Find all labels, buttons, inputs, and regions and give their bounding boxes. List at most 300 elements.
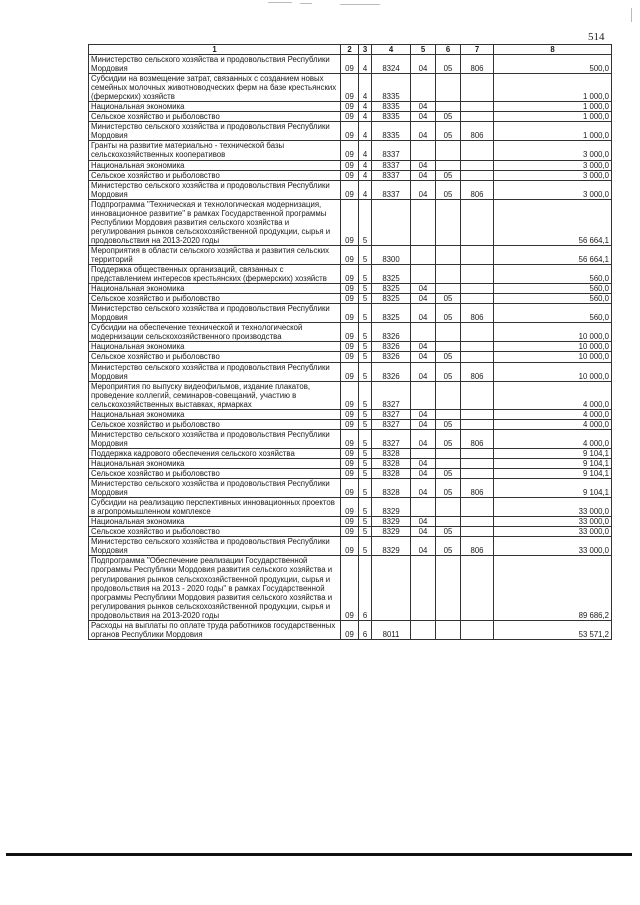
row-amount: 560,0 <box>494 265 612 284</box>
row-description: Сельское хозяйство и рыболовство <box>89 469 341 479</box>
row-code-c5 <box>411 620 436 639</box>
row-code-c4: 8335 <box>372 102 411 112</box>
row-code-c2: 09 <box>341 55 359 74</box>
row-code-c6 <box>436 498 461 517</box>
row-code-c5: 04 <box>411 419 436 429</box>
table-header-row <box>89 45 612 55</box>
table-row <box>89 55 612 74</box>
row-code-c4: 8329 <box>372 527 411 537</box>
row-description: Субсидии на обеспечение технической и технологической модернизации сельскохозяйственного производства <box>89 323 341 342</box>
row-code-c3: 5 <box>359 352 372 362</box>
row-code-c4: 8327 <box>372 419 411 429</box>
row-code-c3: 5 <box>359 409 372 419</box>
row-code-c7: 806 <box>461 55 494 74</box>
row-code-c3: 5 <box>359 362 372 381</box>
row-description: Национальная экономика <box>89 409 341 419</box>
row-code-c2: 09 <box>341 620 359 639</box>
row-code-c2: 09 <box>341 265 359 284</box>
row-code-c2: 09 <box>341 323 359 342</box>
row-code-c6 <box>436 265 461 284</box>
row-code-c7: 806 <box>461 537 494 556</box>
row-code-c2: 09 <box>341 381 359 409</box>
row-code-c7: 806 <box>461 429 494 448</box>
row-code-c5: 04 <box>411 294 436 304</box>
row-code-c2: 09 <box>341 284 359 294</box>
row-description: Гранты на развитие материально - технической базы сельскохозяйственных кооперативов <box>89 141 341 160</box>
table-row <box>89 429 612 448</box>
row-code-c3: 5 <box>359 304 372 323</box>
row-amount: 500,0 <box>494 55 612 74</box>
row-amount: 560,0 <box>494 304 612 323</box>
row-code-c6: 05 <box>436 294 461 304</box>
row-code-c4 <box>372 556 411 620</box>
column-header: 5 <box>411 45 436 55</box>
row-code-c4: 8327 <box>372 381 411 409</box>
row-code-c7: 806 <box>461 180 494 199</box>
row-code-c7 <box>461 381 494 409</box>
row-code-c6: 05 <box>436 112 461 122</box>
row-code-c6: 05 <box>436 122 461 141</box>
row-description: Национальная экономика <box>89 458 341 468</box>
row-amount: 56 664,1 <box>494 199 612 245</box>
row-code-c7 <box>461 352 494 362</box>
table-row <box>89 409 612 419</box>
row-code-c6: 05 <box>436 362 461 381</box>
row-code-c3: 5 <box>359 342 372 352</box>
table-row <box>89 180 612 199</box>
row-code-c7 <box>461 527 494 537</box>
row-description: Министерство сельского хозяйства и продовольствия Республики Мордовия <box>89 180 341 199</box>
row-code-c5 <box>411 245 436 264</box>
row-description: Сельское хозяйство и рыболовство <box>89 352 341 362</box>
row-code-c6: 05 <box>436 352 461 362</box>
table-row <box>89 102 612 112</box>
row-description: Субсидии на реализацию перспективных инновационных проектов в агропромышленном комплексе <box>89 498 341 517</box>
row-code-c3: 5 <box>359 517 372 527</box>
row-code-c7 <box>461 469 494 479</box>
row-code-c7: 806 <box>461 479 494 498</box>
row-code-c4: 8329 <box>372 537 411 556</box>
row-code-c5 <box>411 323 436 342</box>
row-code-c2: 09 <box>341 160 359 170</box>
row-code-c5: 04 <box>411 102 436 112</box>
row-code-c2: 09 <box>341 102 359 112</box>
row-code-c6: 05 <box>436 180 461 199</box>
row-amount: 9 104,1 <box>494 448 612 458</box>
column-header: 6 <box>436 45 461 55</box>
row-code-c2: 09 <box>341 556 359 620</box>
row-code-c5 <box>411 448 436 458</box>
row-code-c7 <box>461 517 494 527</box>
row-code-c7 <box>461 102 494 112</box>
row-code-c3: 5 <box>359 419 372 429</box>
row-amount: 1 000,0 <box>494 102 612 112</box>
row-code-c5: 04 <box>411 362 436 381</box>
row-code-c6: 05 <box>436 479 461 498</box>
row-code-c5 <box>411 556 436 620</box>
row-code-c7 <box>461 141 494 160</box>
row-description: Министерство сельского хозяйства и продовольствия Республики Мордовия <box>89 429 341 448</box>
row-code-c4: 8335 <box>372 74 411 102</box>
row-code-c3: 4 <box>359 112 372 122</box>
row-code-c7 <box>461 620 494 639</box>
row-amount: 4 000,0 <box>494 419 612 429</box>
row-code-c3: 5 <box>359 429 372 448</box>
row-amount: 9 104,1 <box>494 479 612 498</box>
row-code-c5: 04 <box>411 469 436 479</box>
row-code-c3: 5 <box>359 284 372 294</box>
table-row <box>89 122 612 141</box>
row-code-c4: 8327 <box>372 429 411 448</box>
row-code-c2: 09 <box>341 304 359 323</box>
row-code-c7 <box>461 458 494 468</box>
row-code-c5: 04 <box>411 342 436 352</box>
row-code-c6 <box>436 199 461 245</box>
row-code-c4: 8324 <box>372 55 411 74</box>
row-code-c6: 05 <box>436 537 461 556</box>
row-description: Министерство сельского хозяйства и продовольствия Республики Мордовия <box>89 479 341 498</box>
row-code-c5: 04 <box>411 429 436 448</box>
row-code-c2: 09 <box>341 527 359 537</box>
row-code-c4 <box>372 199 411 245</box>
row-code-c3: 4 <box>359 160 372 170</box>
row-amount: 4 000,0 <box>494 381 612 409</box>
row-code-c7 <box>461 284 494 294</box>
row-amount: 33 000,0 <box>494 527 612 537</box>
row-code-c4: 8337 <box>372 180 411 199</box>
table-row <box>89 527 612 537</box>
table-row <box>89 141 612 160</box>
row-code-c6 <box>436 74 461 102</box>
row-code-c4: 8326 <box>372 323 411 342</box>
row-code-c7 <box>461 294 494 304</box>
row-code-c7 <box>461 342 494 352</box>
row-code-c6 <box>436 323 461 342</box>
table-row <box>89 342 612 352</box>
row-code-c3: 5 <box>359 245 372 264</box>
row-code-c2: 09 <box>341 141 359 160</box>
row-amount: 9 104,1 <box>494 458 612 468</box>
table-row <box>89 517 612 527</box>
row-code-c4: 8337 <box>372 141 411 160</box>
row-code-c3: 5 <box>359 537 372 556</box>
row-code-c4: 8325 <box>372 304 411 323</box>
row-code-c6 <box>436 620 461 639</box>
row-code-c4: 8328 <box>372 448 411 458</box>
row-code-c6: 05 <box>436 304 461 323</box>
row-code-c7: 806 <box>461 362 494 381</box>
table-row <box>89 556 612 620</box>
row-description: Сельское хозяйство и рыболовство <box>89 170 341 180</box>
row-amount: 10 000,0 <box>494 323 612 342</box>
row-description: Министерство сельского хозяйства и продовольствия Республики Мордовия <box>89 55 341 74</box>
row-code-c4: 8329 <box>372 517 411 527</box>
row-code-c2: 09 <box>341 245 359 264</box>
row-code-c3: 5 <box>359 458 372 468</box>
row-code-c7 <box>461 245 494 264</box>
row-description: Сельское хозяйство и рыболовство <box>89 527 341 537</box>
row-amount: 1 000,0 <box>494 112 612 122</box>
row-code-c4: 8327 <box>372 409 411 419</box>
row-code-c6 <box>436 458 461 468</box>
row-code-c4: 8328 <box>372 479 411 498</box>
row-code-c7 <box>461 265 494 284</box>
row-amount: 89 686,2 <box>494 556 612 620</box>
row-description: Национальная экономика <box>89 342 341 352</box>
row-code-c2: 09 <box>341 112 359 122</box>
bottom-rule <box>6 853 632 856</box>
table-row <box>89 479 612 498</box>
row-code-c4: 8328 <box>372 469 411 479</box>
row-description: Министерство сельского хозяйства и продовольствия Республики Мордовия <box>89 537 341 556</box>
row-code-c3: 5 <box>359 265 372 284</box>
row-code-c3: 5 <box>359 479 372 498</box>
budget-table <box>88 44 612 640</box>
row-code-c5: 04 <box>411 352 436 362</box>
row-amount: 1 000,0 <box>494 122 612 141</box>
row-code-c2: 09 <box>341 170 359 180</box>
column-header: 8 <box>494 45 612 55</box>
row-code-c4: 8011 <box>372 620 411 639</box>
row-description: Мероприятия по выпуску видеофильмов, издание плакатов, проведение коллегий, семинаров-совещаний, участию в сельскохозяйственных выставках, ярмарках <box>89 381 341 409</box>
row-description: Министерство сельского хозяйства и продовольствия Республики Мордовия <box>89 304 341 323</box>
row-code-c2: 09 <box>341 122 359 141</box>
row-code-c3: 5 <box>359 498 372 517</box>
table-row <box>89 469 612 479</box>
row-code-c5 <box>411 381 436 409</box>
row-amount: 9 104,1 <box>494 469 612 479</box>
row-description: Сельское хозяйство и рыболовство <box>89 294 341 304</box>
row-code-c4: 8335 <box>372 112 411 122</box>
table-row <box>89 170 612 180</box>
row-amount: 560,0 <box>494 284 612 294</box>
table-row <box>89 620 612 639</box>
row-code-c3: 4 <box>359 141 372 160</box>
row-code-c4: 8325 <box>372 294 411 304</box>
row-code-c6 <box>436 556 461 620</box>
table-row <box>89 304 612 323</box>
scan-mark-edge <box>631 8 632 22</box>
row-code-c6: 05 <box>436 170 461 180</box>
row-description: Министерство сельского хозяйства и продовольствия Республики Мордовия <box>89 122 341 141</box>
row-code-c3: 4 <box>359 102 372 112</box>
row-code-c5: 04 <box>411 122 436 141</box>
table-row <box>89 498 612 517</box>
table-row <box>89 352 612 362</box>
row-code-c5: 04 <box>411 284 436 294</box>
row-code-c4: 8335 <box>372 122 411 141</box>
row-code-c7 <box>461 419 494 429</box>
row-code-c6 <box>436 381 461 409</box>
row-code-c4: 8329 <box>372 498 411 517</box>
row-amount: 3 000,0 <box>494 160 612 170</box>
row-description: Мероприятия в области сельского хозяйства и развития сельских территорий <box>89 245 341 264</box>
row-description: Национальная экономика <box>89 517 341 527</box>
row-code-c5: 04 <box>411 180 436 199</box>
table-row <box>89 458 612 468</box>
row-code-c2: 09 <box>341 362 359 381</box>
row-code-c2: 09 <box>341 479 359 498</box>
row-code-c4: 8325 <box>372 284 411 294</box>
row-code-c3: 4 <box>359 122 372 141</box>
row-description: Субсидии на возмещение затрат, связанных с созданием новых семейных молочных животноводческих ферм на базе крестьянских (фермерских) хозяйств <box>89 74 341 102</box>
row-description: Подпрограмма "Обеспечение реализации Государственной программы Республики Мордовия развития сельского хозяйства и регулирования рынков сельскохозяйственной продукции, сырья и продовольствия на 2013 - 2020 годы" в рамках Государственной программы Республики Мордовия развития сельского хозяйства и регулирования рынков сельскохозяйственной продукции, сырья и продовольствия на 2013-2020 годы <box>89 556 341 620</box>
row-amount: 3 000,0 <box>494 141 612 160</box>
row-code-c2: 09 <box>341 448 359 458</box>
row-code-c7 <box>461 199 494 245</box>
row-code-c7 <box>461 112 494 122</box>
row-description: Подпрограмма "Техническая и технологическая модернизация, инновационное развитие" в рамках Государственной программы Республики Мордовия развития сельского хозяйства и регулирования рынков сельскохозяйственной продукции, сырья и продовольствия на 2013-2020 годы <box>89 199 341 245</box>
row-code-c6: 05 <box>436 419 461 429</box>
table-row <box>89 537 612 556</box>
row-code-c3: 5 <box>359 381 372 409</box>
row-code-c6 <box>436 102 461 112</box>
row-description: Министерство сельского хозяйства и продовольствия Республики Мордовия <box>89 362 341 381</box>
row-code-c5 <box>411 141 436 160</box>
row-code-c2: 09 <box>341 419 359 429</box>
row-description: Поддержка общественных организаций, связанных с представлением интересов крестьянских (фермерских) хозяйств <box>89 265 341 284</box>
row-code-c5 <box>411 74 436 102</box>
scan-mark-top <box>340 4 380 5</box>
table-row <box>89 323 612 342</box>
table-row <box>89 419 612 429</box>
row-code-c2: 09 <box>341 352 359 362</box>
row-code-c6 <box>436 141 461 160</box>
scan-mark-top <box>300 3 312 4</box>
row-code-c6: 05 <box>436 55 461 74</box>
row-amount: 3 000,0 <box>494 180 612 199</box>
table-row <box>89 112 612 122</box>
row-code-c3: 6 <box>359 556 372 620</box>
row-code-c3: 4 <box>359 180 372 199</box>
row-code-c5: 04 <box>411 458 436 468</box>
row-code-c7 <box>461 160 494 170</box>
row-code-c3: 5 <box>359 448 372 458</box>
row-code-c6: 05 <box>436 469 461 479</box>
row-code-c4: 8326 <box>372 342 411 352</box>
row-amount: 33 000,0 <box>494 537 612 556</box>
row-code-c3: 5 <box>359 199 372 245</box>
row-code-c3: 6 <box>359 620 372 639</box>
row-code-c7 <box>461 170 494 180</box>
row-code-c3: 5 <box>359 323 372 342</box>
column-header: 1 <box>89 45 341 55</box>
row-code-c5: 04 <box>411 517 436 527</box>
row-amount: 33 000,0 <box>494 498 612 517</box>
row-code-c5: 04 <box>411 537 436 556</box>
row-code-c6 <box>436 284 461 294</box>
row-code-c2: 09 <box>341 517 359 527</box>
row-amount: 4 000,0 <box>494 409 612 419</box>
column-header: 4 <box>372 45 411 55</box>
row-code-c4: 8325 <box>372 265 411 284</box>
row-code-c6 <box>436 517 461 527</box>
row-code-c2: 09 <box>341 342 359 352</box>
row-code-c7 <box>461 74 494 102</box>
row-code-c2: 09 <box>341 498 359 517</box>
row-code-c6 <box>436 245 461 264</box>
row-code-c3: 5 <box>359 527 372 537</box>
row-description: Расходы на выплаты по оплате труда работников государственных органов Республики Мордовия <box>89 620 341 639</box>
row-code-c2: 09 <box>341 74 359 102</box>
table-row <box>89 265 612 284</box>
row-code-c6: 05 <box>436 527 461 537</box>
row-description: Сельское хозяйство и рыболовство <box>89 112 341 122</box>
row-code-c4: 8326 <box>372 352 411 362</box>
row-code-c4: 8337 <box>372 160 411 170</box>
row-code-c5: 04 <box>411 170 436 180</box>
row-description: Национальная экономика <box>89 102 341 112</box>
row-amount: 53 571,2 <box>494 620 612 639</box>
row-code-c7: 806 <box>461 122 494 141</box>
row-code-c3: 5 <box>359 469 372 479</box>
row-code-c4: 8300 <box>372 245 411 264</box>
row-code-c5: 04 <box>411 527 436 537</box>
column-header: 3 <box>359 45 372 55</box>
row-code-c2: 09 <box>341 294 359 304</box>
row-code-c3: 4 <box>359 55 372 74</box>
table-row <box>89 294 612 304</box>
row-code-c2: 09 <box>341 180 359 199</box>
row-code-c5: 04 <box>411 304 436 323</box>
row-code-c5: 04 <box>411 479 436 498</box>
scan-mark-top <box>268 2 292 3</box>
row-amount: 10 000,0 <box>494 352 612 362</box>
row-code-c6 <box>436 342 461 352</box>
row-description: Поддержка кадрового обеспечения сельского хозяйства <box>89 448 341 458</box>
table-row <box>89 74 612 102</box>
row-code-c6 <box>436 160 461 170</box>
table-row <box>89 160 612 170</box>
row-code-c5 <box>411 199 436 245</box>
row-code-c5: 04 <box>411 160 436 170</box>
row-amount: 33 000,0 <box>494 517 612 527</box>
row-code-c3: 4 <box>359 74 372 102</box>
column-header: 2 <box>341 45 359 55</box>
table-row <box>89 448 612 458</box>
row-code-c7 <box>461 409 494 419</box>
row-description: Национальная экономика <box>89 160 341 170</box>
row-code-c6 <box>436 448 461 458</box>
row-code-c5: 04 <box>411 112 436 122</box>
row-code-c7 <box>461 448 494 458</box>
row-code-c2: 09 <box>341 409 359 419</box>
row-code-c7 <box>461 556 494 620</box>
row-code-c7: 806 <box>461 304 494 323</box>
row-code-c3: 5 <box>359 294 372 304</box>
row-code-c2: 09 <box>341 537 359 556</box>
row-code-c3: 4 <box>359 170 372 180</box>
row-amount: 56 664,1 <box>494 245 612 264</box>
row-code-c5: 04 <box>411 409 436 419</box>
row-code-c5 <box>411 498 436 517</box>
row-amount: 560,0 <box>494 294 612 304</box>
column-header: 7 <box>461 45 494 55</box>
row-amount: 3 000,0 <box>494 170 612 180</box>
row-amount: 10 000,0 <box>494 362 612 381</box>
row-code-c6: 05 <box>436 429 461 448</box>
row-code-c2: 09 <box>341 199 359 245</box>
row-code-c4: 8337 <box>372 170 411 180</box>
row-description: Сельское хозяйство и рыболовство <box>89 419 341 429</box>
row-code-c6 <box>436 409 461 419</box>
page-number: 514 <box>588 31 605 43</box>
row-amount: 1 000,0 <box>494 74 612 102</box>
table-row <box>89 245 612 264</box>
table-row <box>89 362 612 381</box>
row-code-c4: 8328 <box>372 458 411 468</box>
row-code-c7 <box>461 498 494 517</box>
